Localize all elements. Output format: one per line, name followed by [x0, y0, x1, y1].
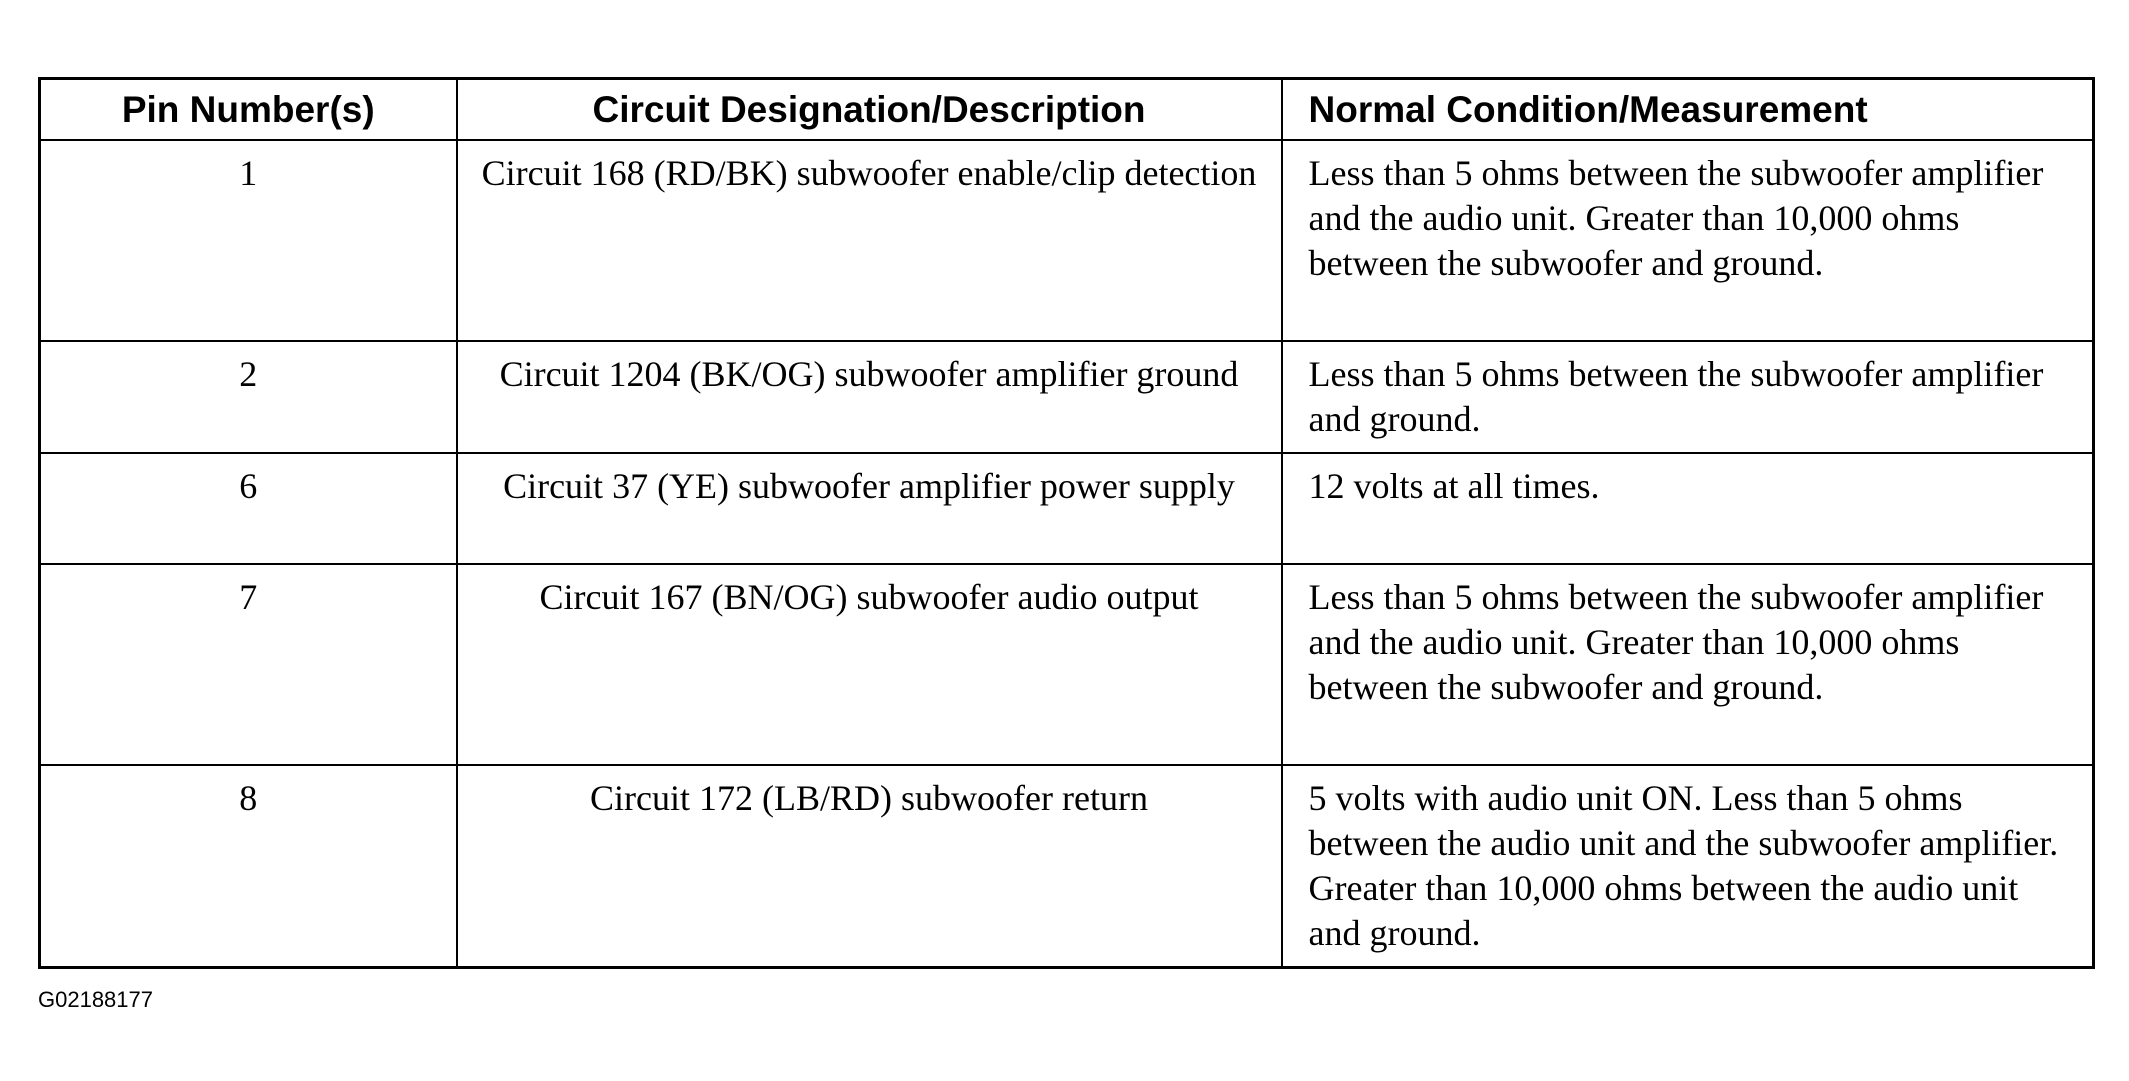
pin-cell: 2	[40, 341, 457, 453]
measurement-cell: Less than 5 ohms between the subwoofer amplifier and the audio unit. Greater than 10,000 ohms between the subwoofer and ground.	[1282, 564, 2094, 765]
table-header-row	[40, 79, 2094, 141]
table-row	[40, 341, 2094, 453]
description-cell: Circuit 172 (LB/RD) subwoofer return	[457, 765, 1282, 968]
table-row	[40, 564, 2094, 765]
description-cell: Circuit 167 (BN/OG) subwoofer audio output	[457, 564, 1282, 765]
measurement-cell: Less than 5 ohms between the subwoofer amplifier and the audio unit. Greater than 10,000 ohms between the subwoofer and ground.	[1282, 140, 2094, 341]
measurement-cell: 12 volts at all times.	[1282, 453, 2094, 564]
table-row	[40, 453, 2094, 564]
measurement-cell: Less than 5 ohms between the subwoofer amplifier and ground.	[1282, 341, 2094, 453]
pin-cell: 8	[40, 765, 457, 968]
measurement-cell: 5 volts with audio unit ON. Less than 5 ohms between the audio unit and the subwoofer amplifier. Greater than 10,000 ohms between the audio unit and ground.	[1282, 765, 2094, 968]
table-row	[40, 140, 2094, 341]
pin-cell: 1	[40, 140, 457, 341]
description-cell: Circuit 37 (YE) subwoofer amplifier power supply	[457, 453, 1282, 564]
header-normal-condition: Normal Condition/Measurement	[1282, 79, 2094, 141]
figure-id: G02188177	[38, 987, 153, 1012]
description-cell: Circuit 168 (RD/BK) subwoofer enable/clip detection	[457, 140, 1282, 341]
pin-cell: 6	[40, 453, 457, 564]
pin-circuit-table	[38, 77, 2095, 969]
description-cell: Circuit 1204 (BK/OG) subwoofer amplifier ground	[457, 341, 1282, 453]
pin-cell: 7	[40, 564, 457, 765]
table-row	[40, 765, 2094, 968]
header-pin-numbers: Pin Number(s)	[40, 79, 457, 141]
header-circuit-description: Circuit Designation/Description	[457, 79, 1282, 141]
